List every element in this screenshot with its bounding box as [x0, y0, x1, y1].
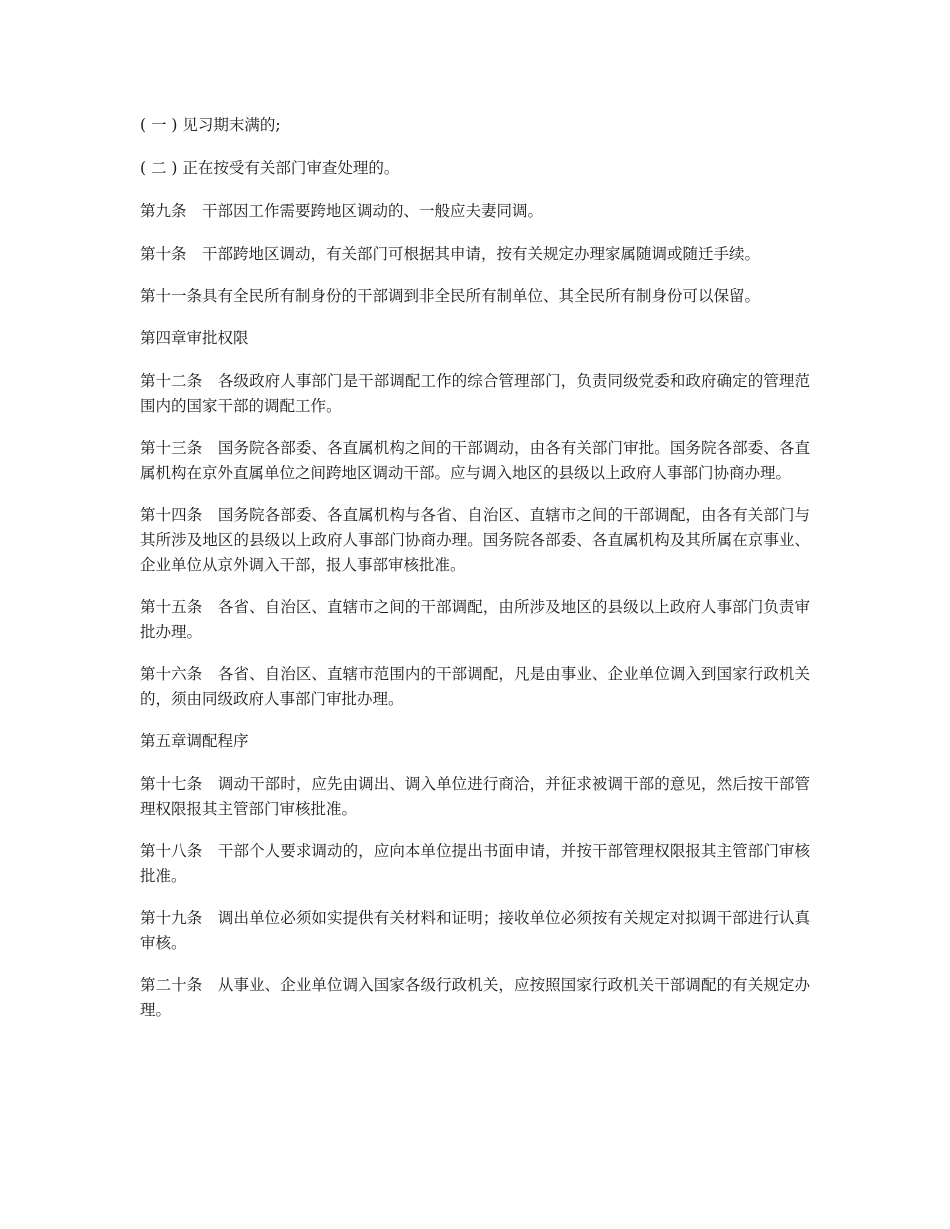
document-body	[140, 113, 810, 1040]
chapter-5-heading: 第五章调配程序	[140, 732, 249, 750]
article-13: 第十三条 国务院各部委、各直属机构之间的干部调动，由各有关部门审批。国务院各部委、各直属机构在京外直属单位之间跨地区调动干部。应与调入地区的县级以上政府人事部门协商办理。	[140, 439, 810, 482]
article-11: 第十一条具有全民所有制身份的干部调到非全民所有制单位、其全民所有制身份可以保留。	[140, 287, 761, 305]
article-17: 第十七条 调动干部时，应先由调出、调入单位进行商洽，并征求被调干部的意见，然后按干部管理权限报其主管部门审核批准。	[140, 775, 810, 818]
article-18: 第十八条 干部个人要求调动的，应向本单位提出书面申请，并按干部管理权限报其主管部门审核批准。	[140, 842, 810, 885]
article-12: 第十二条 各级政府人事部门是干部调配工作的综合管理部门，负责同级党委和政府确定的管理范围内的国家干部的调配工作。	[140, 372, 810, 415]
chapter-4-heading: 第四章审批权限	[140, 329, 249, 347]
article-15: 第十五条 各省、自治区、直辖市之间的干部调配，由所涉及地区的县级以上政府人事部门负责审批办理。	[140, 598, 810, 641]
clause-item-2: ( 二 ) 正在按受有关部门审查处理的。	[140, 159, 400, 177]
article-14: 第十四条 国务院各部委、各直属机构与各省、自治区、直辖市之间的干部调配，由各有关部门与其所涉及地区的县级以上政府人事部门协商办理。国务院各部委、各直属机构及其所属在京事业、企业单位从京外调入干部，报人事部审核批准。	[140, 506, 810, 574]
article-9: 第九条 干部因工作需要跨地区调动的、一般应夫妻同调。	[140, 202, 544, 220]
article-10: 第十条 干部跨地区调动，有关部门可根据其申请，按有关规定办理家属随调或随迁手续。	[140, 245, 761, 263]
clause-item-1: ( 一 ) 见习期末满的;	[140, 116, 281, 134]
article-16: 第十六条 各省、自治区、直辖市范围内的干部调配，凡是由事业、企业单位调入到国家行政机关的，须由同级政府人事部门审批办理。	[140, 665, 810, 708]
article-19: 第十九条 调出单位必须如实提供有关材料和证明；接收单位必须按有关规定对拟调干部进行认真审核。	[140, 909, 810, 952]
article-20: 第二十条 从事业、企业单位调入国家各级行政机关，应按照国家行政机关干部调配的有关规定办理。	[140, 976, 810, 1019]
